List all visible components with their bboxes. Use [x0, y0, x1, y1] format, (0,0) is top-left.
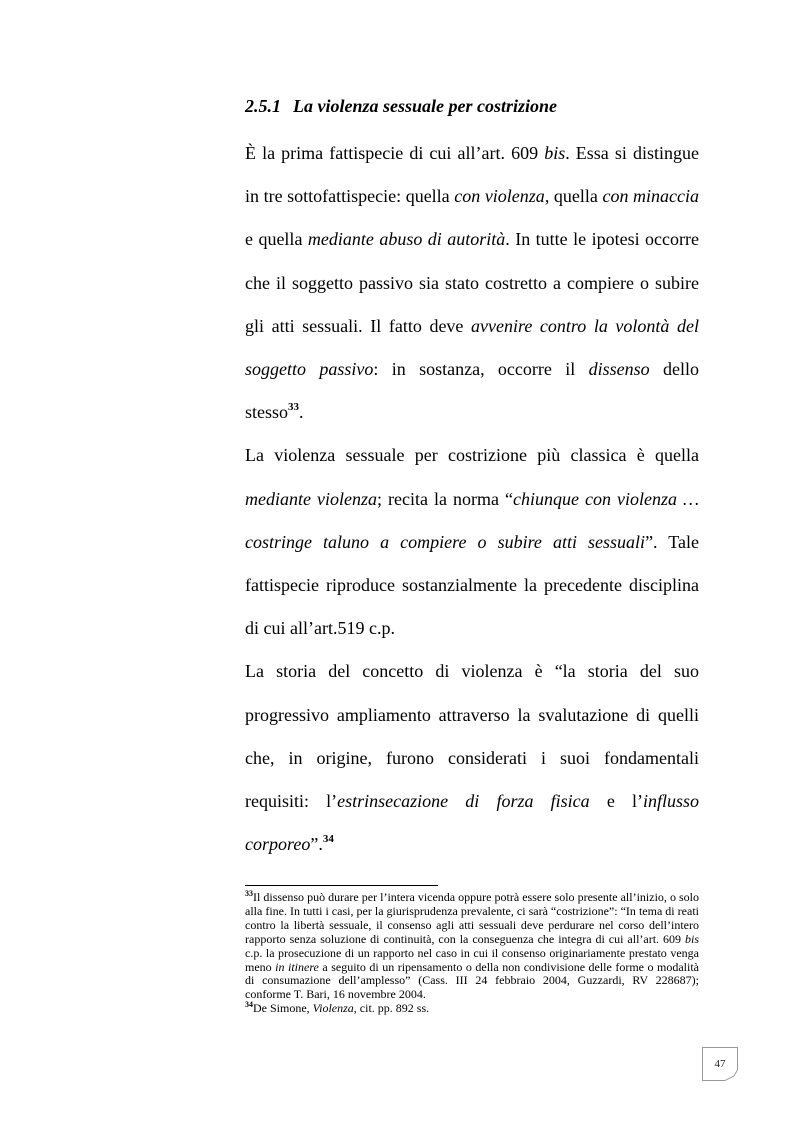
text-run: La violenza sessuale per costrizione più classica è quella [245, 445, 699, 466]
text-run: e l’ [589, 791, 643, 812]
italic-text: avvenire contro la volontà del soggetto passivo [245, 315, 699, 380]
section-title: La violenza sessuale per costrizione [293, 96, 557, 116]
italic-text: estrinsecazione di forza fisica [337, 791, 590, 812]
italic-text: con violenza [454, 186, 545, 207]
body-text [245, 132, 699, 866]
footnote [245, 891, 699, 1002]
text-run: È la prima fattispecie di cui all’art. 609 [245, 143, 545, 163]
page-curl-icon [724, 1069, 738, 1081]
text-run: La storia del concetto di violenza è “la storia del suo progressivo ampliamento attraverso la svalutazione di quelli che, in origine, furono considerati i suoi fondamentali requisiti: l’ [245, 661, 699, 812]
text-run: ”. [310, 834, 323, 855]
page-number-box [702, 1047, 738, 1081]
italic-text: dissenso [588, 359, 650, 380]
text-run: . Essa si distingue in tre sottofattispecie: quella [245, 143, 699, 207]
text-run: dello stesso [245, 359, 699, 423]
text-run: ; recita la norma “ [376, 488, 513, 509]
footnote-number: 33 [245, 889, 253, 898]
italic-text: mediante abuso di autorità [307, 229, 506, 250]
footnotes [245, 891, 699, 1016]
italic-text: con minaccia [602, 186, 699, 207]
footnote-reference: 33 [288, 401, 300, 414]
italic-text: mediante violenza [245, 488, 377, 509]
italic-text: in itinere [275, 959, 319, 974]
footnote [245, 1002, 699, 1016]
text-run: e quella [245, 229, 308, 250]
footnote-number: 34 [245, 1000, 253, 1010]
footnote-reference: 34 [322, 833, 334, 846]
text-run: c.p. la prosecuzione di un rapporto nel caso in cui il consenso originariamente prestato venga meno [245, 945, 699, 974]
italic-text: influsso corporeo [245, 791, 699, 855]
paragraph [245, 434, 699, 650]
text-run: a seguito di un ripensamento o della non condivisione delle forme o modalità di consumazione dell’amplesso” (Cass. III 24 febbraio 2004, Guzzardi, RV 228687); conforme T. Bari, 16 novembre 2004. [245, 959, 699, 1002]
italic-text: bis [684, 931, 699, 946]
section-heading [245, 95, 705, 117]
paragraph [245, 132, 699, 434]
paragraph [245, 650, 699, 866]
page-number: 47 [714, 1058, 726, 1070]
footnote-separator [245, 885, 438, 886]
text-run: : in sostanza, occorre il [373, 359, 589, 380]
text-run: Il dissenso può durare per l’intera vicenda oppure potrà essere solo presente all’inizio, o solo alla fine. In tutti i casi, per la giurisprudenza prevalente, ci sarà “costrizione”: “In tema di reati contro la libertà sessuale, il consenso agli atti sessuali deve perdurare nel corso dell’intero rapporto senza soluzione di continuità, con la conseguenza che integra di cui all’art. 609 [245, 890, 699, 946]
text-run: . [299, 402, 304, 423]
text-run: , cit. pp. 892 ss. [353, 1001, 430, 1016]
italic-text: chiunque con violenza … costringe taluno a compiere o subire atti sessuali [245, 488, 699, 552]
text-run: De Simone, [253, 1001, 313, 1016]
italic-text: Violenza [312, 1001, 354, 1016]
section-number: 2.5.1 [245, 96, 281, 116]
italic-text: bis [544, 143, 566, 163]
text-run: ”. Tale fattispecie riproduce sostanzialmente la precedente disciplina di cui all’art.519 c.p. [245, 531, 700, 639]
text-run: , quella [544, 186, 603, 207]
text-run: . In tutte le ipotesi occorre che il soggetto passivo sia stato costretto a compiere o subire gli atti sessuali. Il fatto deve [245, 229, 699, 336]
